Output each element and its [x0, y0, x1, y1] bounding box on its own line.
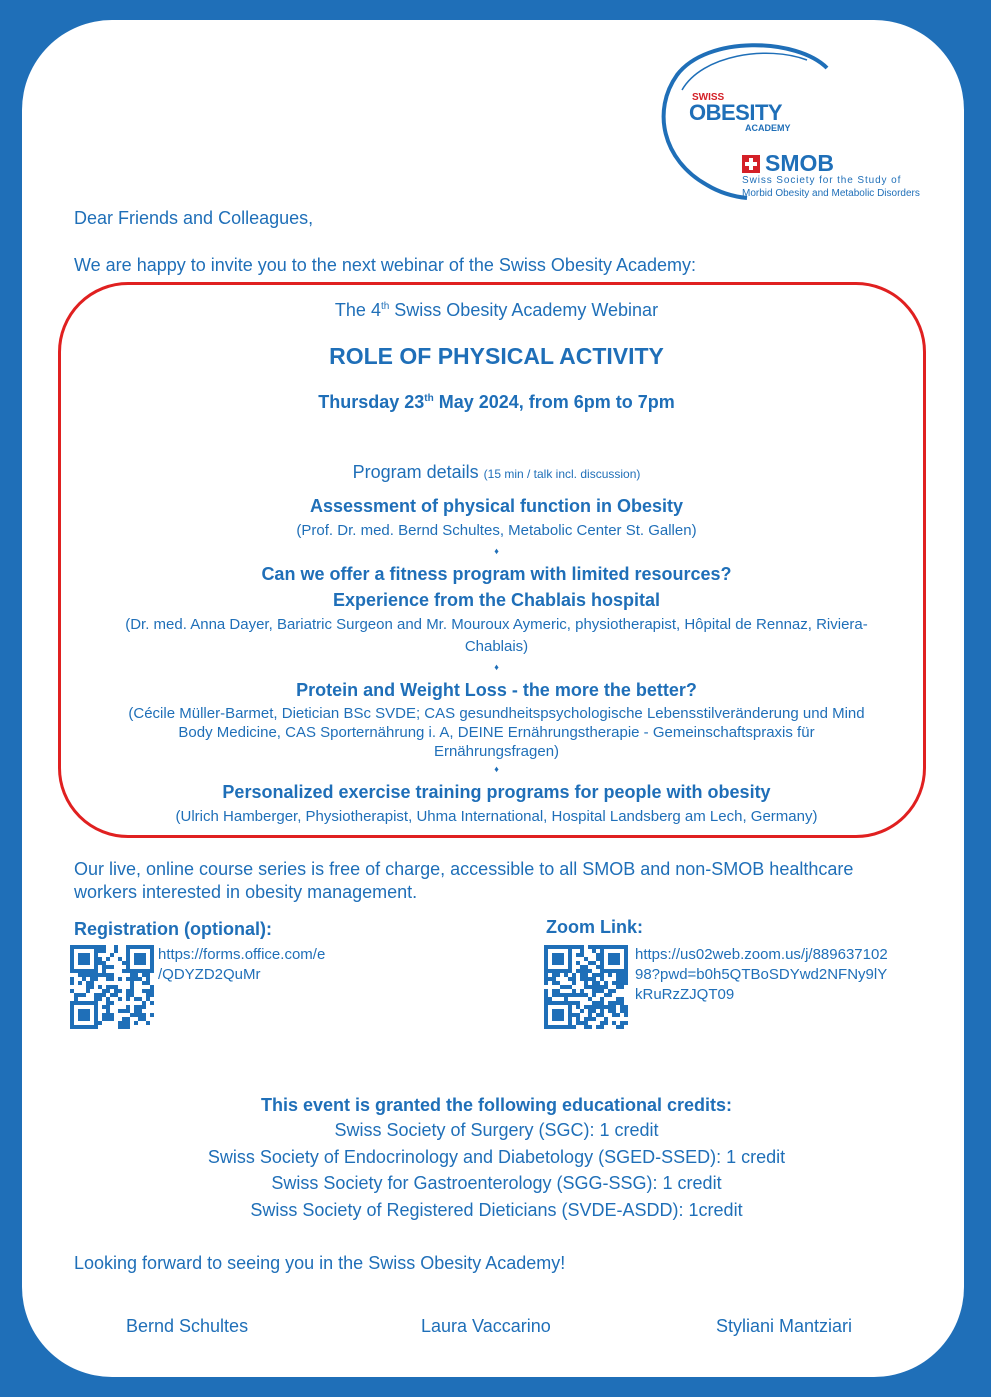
talk-1-speaker: (Prof. Dr. med. Bernd Schultes, Metabolic Center St. Gallen) [296, 522, 697, 539]
talk-2-title-line-2: Experience from the Chablais hospital [332, 590, 661, 610]
registration-label: Registration (optional): [74, 919, 272, 939]
talk-2-speaker-line-1: (Dr. med. Anna Dayer, Bariatric Surgeon and Mr. Mouroux Aymeric, physiotherapist, Hôpital de Rennaz, Riviera- [125, 616, 868, 633]
talk-4-title: Personalized exercise training programs for people with obesity [222, 782, 771, 802]
talk-3-speaker-line-1: (Cécile Müller-Barmet, Dietician BSc SVDE; CAS gesundheitspsychologische Lebensstilveränderung und Mind [128, 705, 865, 722]
logo-smob-text: SMOB [765, 150, 834, 176]
webinar-series: The 4th Swiss Obesity Academy Webinar [334, 300, 659, 320]
credit-item: Swiss Society for Gastroenterology (SGG-SSG): 1 credit [271, 1173, 722, 1193]
talk-4-speaker: (Ulrich Hamberger, Physiotherapist, Uhma International, Hospital Landsberg am Lech, Germany) [175, 808, 818, 825]
separator-diamond: ♦ [494, 764, 499, 774]
talk-3-speaker-line-3: Ernährungsfragen) [433, 743, 560, 760]
closing-text: Looking forward to seeing you in the Swiss Obesity Academy! [74, 1253, 566, 1273]
logo-smob-subtitle-2: Morbid Obesity and Metabolic Disorders [742, 188, 920, 199]
separator-diamond: ♦ [494, 546, 499, 556]
webinar-title: ROLE OF PHYSICAL ACTIVITY [329, 343, 664, 369]
zoom-label: Zoom Link: [546, 917, 643, 937]
signatory-2: Laura Vaccarino [421, 1316, 551, 1336]
zoom-url[interactable]: https://us02web.zoom.us/j/889637102 98?pwd=b0h5QTBoSDYwd2NFNy9lY kRuRzZJQT09 [635, 946, 888, 1003]
talk-2-speaker-line-2: Chablais) [464, 638, 529, 655]
talk-1-title: Assessment of physical function in Obesity [309, 496, 684, 516]
separator-diamond: ♦ [494, 662, 499, 672]
program-details-label: Program details (15 min / talk incl. discussion) [352, 462, 641, 482]
registration-qr-code-icon[interactable] [70, 945, 154, 1029]
talk-3-speaker-line-2: Body Medicine, CAS Sporternährung i. A, DEINE Ernährungstherapie - Gemeinschaftspraxis für [178, 724, 815, 741]
signatory-3: Styliani Mantziari [716, 1316, 853, 1336]
credit-item: Swiss Society of Registered Dieticians (SVDE-ASDD): 1credit [250, 1200, 743, 1220]
swiss-cross-icon [742, 155, 760, 173]
talk-2-title-line-1: Can we offer a fitness program with limited resources? [261, 564, 732, 584]
logo-academy-text: ACADEMY [745, 123, 791, 133]
zoom-qr-code-icon[interactable] [544, 945, 628, 1029]
greeting: Dear Friends and Colleagues, [74, 208, 314, 228]
intro-text: We are happy to invite you to the next webinar of the Swiss Obesity Academy: [74, 255, 696, 275]
registration-url[interactable]: https://forms.office.com/e /QDYZD2QuMr [158, 946, 326, 983]
webinar-date: Thursday 23th May 2024, from 6pm to 7pm [318, 392, 675, 412]
swiss-obesity-academy-logo [647, 30, 920, 205]
credits-heading: This event is granted the following educational credits: [260, 1095, 733, 1115]
info-line-1: Our live, online course series is free of charge, accessible to all SMOB and non-SMOB healthcare [74, 859, 854, 879]
talk-3-title: Protein and Weight Loss - the more the better? [296, 680, 697, 700]
logo-smob-subtitle-1: Swiss Society for the Study of [742, 175, 902, 186]
info-line-2: workers interested in obesity management. [74, 882, 418, 902]
invitation-page [22, 20, 964, 1377]
credit-item: Swiss Society of Surgery (SGC): 1 credit [334, 1120, 659, 1140]
signatory-1: Bernd Schultes [126, 1316, 249, 1336]
credit-item: Swiss Society of Endocrinology and Diabetology (SGED-SSED): 1 credit [207, 1147, 786, 1167]
logo-obesity-text: OBESITY [689, 100, 783, 125]
logo-swiss-text: SWISS [692, 92, 725, 103]
